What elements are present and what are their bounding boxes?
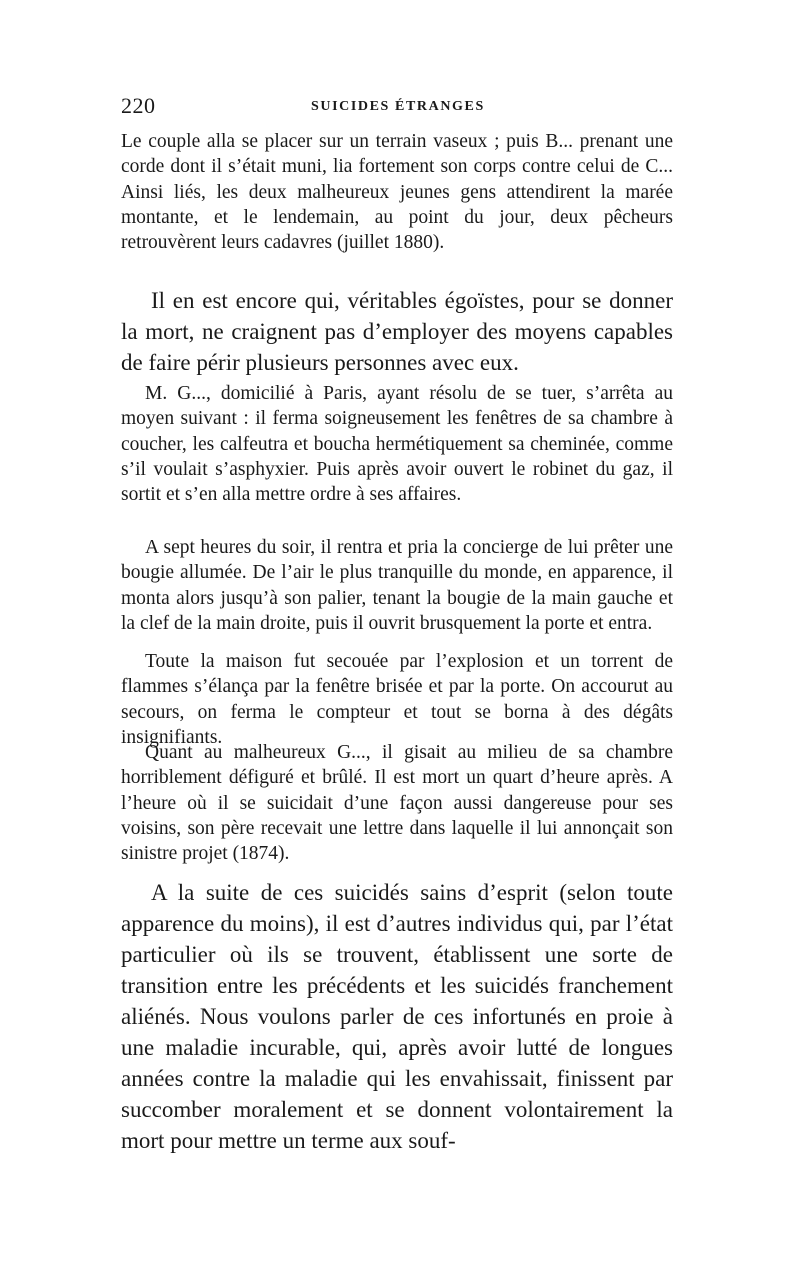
running-head: SUICIDES ÉTRANGES xyxy=(311,99,485,114)
paragraph-candle: A sept heures du soir, il rentra et pria la concierge de lui prêter une bougie allumée. De l’air le plus tranquille du monde, en apparence, il monta alors jusqu’à son palier, tenant la bougie de la main gauche et la clef de la main droite, puis il ouvrit brusquement la porte et entra. xyxy=(121,537,673,634)
paragraph-couple-drowning: Le couple alla se placer sur un terrain vaseux ; puis B... prenant une corde dont il s’était muni, lia fortement son corps contre celui de C... Ainsi liés, les deux malheureux jeunes gens attendirent la marée montante, et le lendemain, au point du jour, deux pêcheurs retrouvèrent leurs cadavres (juillet 1880). xyxy=(121,131,673,254)
paragraph-explosion: Toute la maison fut secouée par l’explosion et un torrent de flammes s’élança par la fenêtre brisée et par la porte. On accourut au secours, on ferma le compteur et tout se borna à des dégâts insignifiants. xyxy=(121,651,673,748)
page-number: 220 xyxy=(121,93,156,118)
page-header xyxy=(121,93,673,121)
paragraph-selfish-suicides: Il en est encore qui, véritables égoïstes, pour se donner la mort, ne craignent pas d’employer des moyens capables de faire périr plusieurs personnes avec eux. xyxy=(121,288,673,375)
paragraph-outcome: Quant au malheureux G..., il gisait au milieu de sa chambre horriblement défiguré et brûlé. Il est mort un quart d’heure après. A l’heure où il se suicidait d’une façon aussi dangereuse pour ses voisins, son père recevait une lettre dans laquelle il lui annonçait son sinistre projet (1874). xyxy=(121,742,673,865)
paragraph-gas-plan: M. G..., domicilié à Paris, ayant résolu de se tuer, s’arrêta au moyen suivant : il ferma soigneusement les fenêtres de sa chambre à coucher, les calfeutra et boucha hermétiquement sa cheminée, comme s’il voulait s’asphyxier. Puis après avoir ouvert le robinet du gaz, il sortit et s’en alla mettre ordre à ses affaires. xyxy=(121,383,673,506)
paragraph-incurable-illness: A la suite de ces suicidés sains d’esprit (selon toute apparence du moins), il est d’autres individus qui, par l’état particulier où ils se trouvent, établissent une sorte de transition entre les précédents et les suicidés franchement aliénés. Nous voulons parler de ces infortunés en proie à une maladie incurable, qui, après avoir lutté de longues années contre la maladie qui les envahissait, finissent par succomber moralement et se donnent volontairement la mort pour mettre un terme aux souf- xyxy=(121,880,673,1153)
